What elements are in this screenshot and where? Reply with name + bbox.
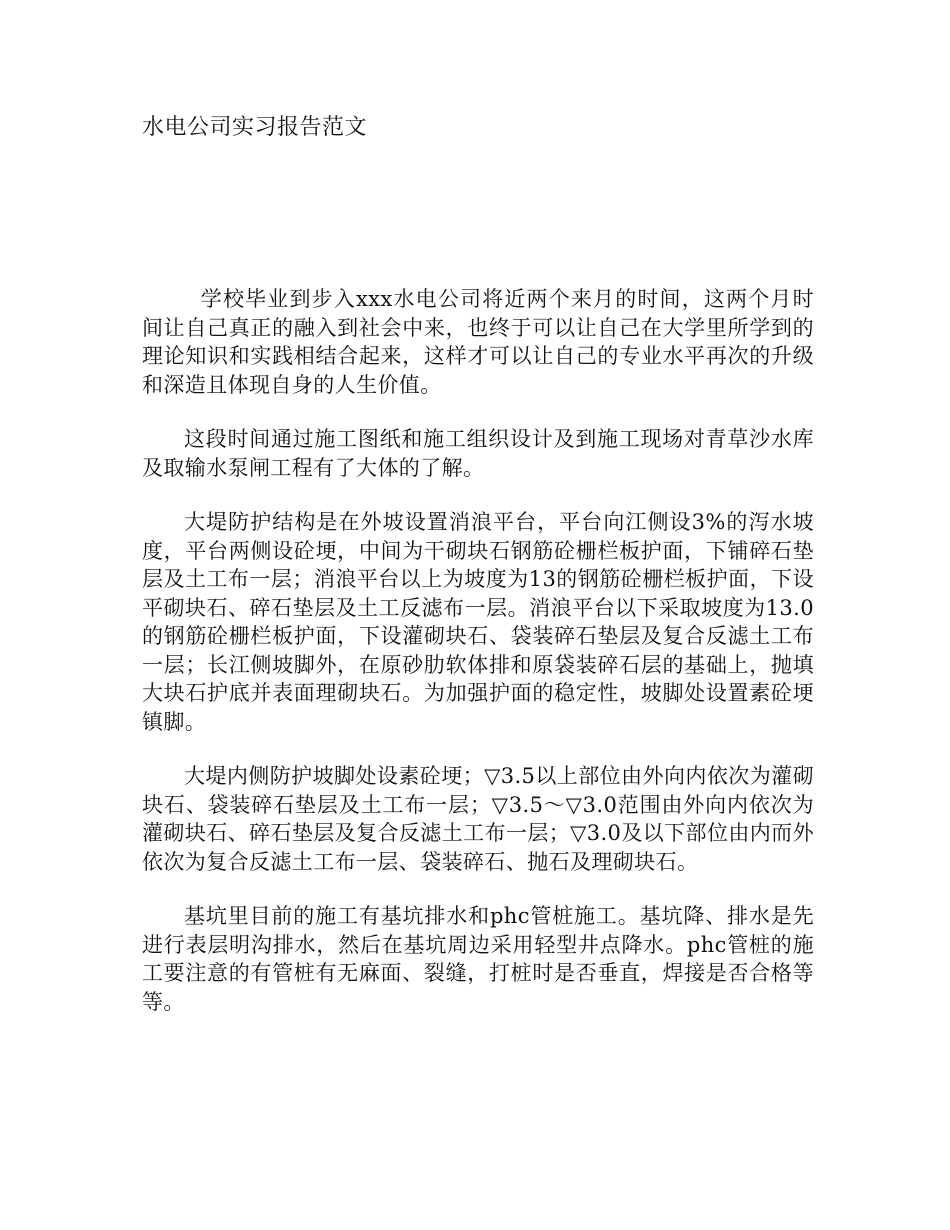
document-title: 水电公司实习报告范文 — [142, 115, 368, 140]
paragraph-internship-intro: 学校毕业到步入xxx水电公司将近两个来月的时间，这两个月时间让自己真正的融入到社会中来，也终于可以让自己在大学里所学到的理论知识和实践相结合起来，这样才可以让自己的专业水平再次的升级和深造且体现自身的人生价值。 — [142, 287, 814, 397]
paragraph-embankment-inner-protection: 大堤内侧防护坡脚处设素砼埂；▽3.5以上部位由外向内依次为灌砌块石、袋装碎石垫层及土工布一层；▽3.5～▽3.0范围由外向内依次为灌砌块石、碎石垫层及复合反滤土工布一层；▽3.0及以下部位由内而外依次为复合反滤土工布一层、袋装碎石、抛石及理砌块石。 — [142, 764, 814, 874]
document-body — [142, 285, 814, 1042]
paragraph-foundation-pit-construction: 基坑里目前的施工有基坑排水和phc管桩施工。基坑降、排水是先进行表层明沟排水，然后在基坑周边采用轻型井点降水。phc管桩的施工要注意的有管桩有无麻面、裂缝，打桩时是否垂直，焊接是否合格等等。 — [142, 904, 814, 1014]
paragraph-embankment-outer-protection: 大堤防护结构是在外坡设置消浪平台，平台向江侧设3%的泻水坡度，平台两侧设砼埂，中间为干砌块石钢筋砼栅栏板护面，下铺碎石垫层及土工布一层；消浪平台以上为坡度为13的钢筋砼栅栏板护面，下设平砌块石、碎石垫层及土工反滤布一层。消浪平台以下采取坡度为13.0的钢筋砼栅栏板护面，下设灌砌块石、袋装碎石垫层及复合反滤土工布一层；长江侧坡脚外，在原砂肋软体排和原袋装碎石层的基础上，抛填大块石护底并表面理砌块石。为加强护面的稳定性，坡脚处设置素砼埂镇脚。 — [142, 510, 814, 734]
paragraph-project-overview: 这段时间通过施工图纸和施工组织设计及到施工现场对青草沙水库及取输水泵闸工程有了大体的了解。 — [142, 427, 814, 480]
